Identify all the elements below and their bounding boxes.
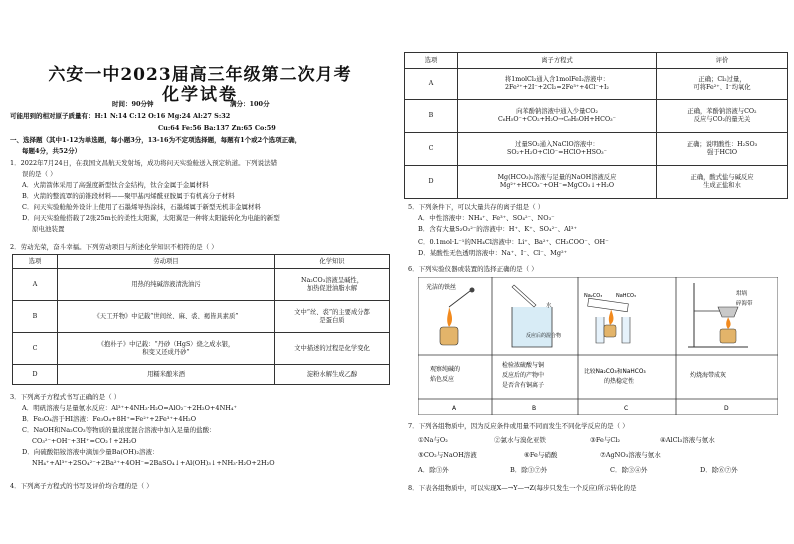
q4-row-d-option: D	[405, 166, 458, 199]
q6-c-label-1: Na₂CO₃	[584, 293, 603, 299]
q7-stem: 7．下列各组物质中，因为反应条件或用量不同而发生不同化学反应的是（ ）	[408, 422, 629, 430]
q1-option-d-2: 原电池装置	[32, 225, 65, 233]
q4-row-b-v2: 反应与CO₂的量无关	[693, 116, 751, 123]
q4-row-b-option: B	[405, 100, 458, 133]
exam-time: 时间：90分钟	[112, 100, 154, 108]
q7-item-5: ⑤CO₂与NaOH溶液	[418, 451, 477, 459]
section-instruction-2: 每题4分，共52分）	[22, 147, 82, 155]
q7-option-d: D．除⑥⑦外	[700, 466, 738, 474]
table-row	[13, 365, 390, 385]
table-row	[405, 69, 788, 100]
exam-title: 六安一中2023届高三年级第二次月考	[48, 65, 352, 85]
q2-row-c-item-2: 积变又还成丹砂”	[142, 348, 190, 356]
q5-option-b: B．含有大量S₂O₃²⁻的溶液中：H⁺、K⁺、SO₄²⁻、Al³⁺	[418, 225, 577, 233]
q2-row-d-item: 用糯米酿米酒	[58, 365, 275, 385]
q1-stem-2: 误的是（ ）	[22, 170, 57, 178]
q2-head-option: 选项	[13, 255, 58, 269]
q5-option-c: C．0.1mol·L⁻¹的NH₄Cl溶液中：Li⁺、Ba²⁺、CH₃COO⁻、OH⁻	[418, 238, 609, 246]
q7-option-c: C．除③④外	[610, 466, 648, 474]
q4-head-option: 选项	[405, 53, 458, 69]
table-row	[405, 133, 788, 166]
q6-caption-c-1: 比较Na₂CO₃和NaHCO₃	[584, 369, 646, 375]
alcohol-lamp-icon	[440, 288, 475, 346]
q2-row-a-option: A	[13, 269, 58, 301]
q7-item-4: ④AlCl₃溶液与氨水	[660, 436, 715, 444]
q3-option-c-2: CO₃²⁻+OH⁻+3H⁺=CO₂↑+2H₂O	[32, 437, 137, 445]
q4-row-d-e1: Mg(HCO₃)₂溶液与足量的NaOH溶液反应	[497, 174, 617, 181]
q2-row-b-option: B	[13, 301, 58, 333]
section-instruction-1: 一、选择题（其中1-12为单选题，每小题3分，13-16为不定项选择题，每题有1个或2个选项正确，	[10, 136, 302, 144]
table-row	[405, 166, 788, 199]
q4-row-a-option: A	[405, 69, 458, 100]
q3-stem: 3．下列离子方程式书写正确的是（ ）	[10, 393, 121, 401]
q5-stem: 5．下列条件下，可以大量共存的离子组是（ ）	[408, 203, 545, 211]
q2-row-d-k1: 淀粉水解生成乙醇	[275, 365, 390, 385]
q7-item-7: ⑦AgNO₃溶液与氨水	[600, 451, 661, 459]
q1-option-a: A．火箭箭体采用了高强度新型钛合金结构，钛合金属于金属材料	[22, 181, 209, 189]
q4-row-b-e2: C₆H₅O⁻+CO₂+H₂O→C₆H₅OH+HCO₃⁻	[498, 116, 616, 123]
q6-a-label: 光洁的铁丝	[426, 284, 457, 291]
q4-row-c-v1: 正确；说明酸性：H₂SO₃	[686, 141, 758, 148]
atomic-mass-line-2: Cu:64 Fe:56 Ba:137 Zn:65 Co:59	[158, 124, 276, 132]
q6-caption-a-2: 焰色反应	[430, 376, 455, 383]
q7-item-6: ⑥Fe与硝酸	[524, 451, 558, 459]
q4-row-a-e1: 将1molCl₂通入含1molFeI₂溶液中：	[504, 76, 610, 83]
q2-row-a-k2: 加热促进油脂水解	[306, 284, 358, 292]
q5-option-d: D．某酸性无色透明溶液中：Na⁺、I⁻、Cl⁻、Mg²⁺	[418, 249, 568, 257]
exam-subtitle: 化学试卷	[162, 85, 238, 105]
q2-table	[12, 254, 390, 385]
q6-caption-b-1: 检验浓硫酸与铜	[502, 362, 545, 369]
q3-option-c-1: C．NaOH和Na₂CO₃等物质的量浓度混合溶液中加入足量的盐酸：	[22, 426, 216, 434]
table-row	[13, 333, 390, 365]
q2-head-item: 劳动项目	[58, 255, 275, 269]
q6-caption-a-1: 观察纯碱的	[430, 366, 461, 373]
q2-row-b-k1: 文中“丝、裘”的主要成分都	[294, 308, 370, 316]
q3-option-a: A．明矾溶液与足量氨水反应：Al³⁺+4NH₃·H₂O=AlO₂⁻+2H₂O+4NH₄⁺	[22, 404, 237, 412]
q2-stem: 2．劳动光荣，奋斗幸福。下列劳动项目与所述化学知识不相符的是（ ）	[10, 243, 218, 251]
q6-d-label-1: 坩埚	[736, 291, 748, 297]
exam-score: 满分：100分	[230, 100, 270, 108]
q4-row-d-e2: Mg²⁺+HCO₃⁻+OH⁻=MgCO₃↓+H₂O	[499, 182, 615, 189]
q1-option-d-1: D．问天实验舱搭载了2张25m长的柔性太阳翼，太阳翼是一种将太阳能转化为电能的新型	[22, 214, 280, 222]
q4-row-a-v1: 正确；Cl₂过量，	[698, 76, 746, 83]
q1-stem-1: 1．2022年7月24日，在我国文昌航天发射场，成功将问天实验舱送入预定轨道。下列说法错	[10, 159, 278, 167]
q6-b-label-1: 水	[546, 303, 552, 309]
q3-option-d-1: D．向硫酸铝铵溶液中滴加少量Ba(OH)₂溶液：	[22, 448, 159, 456]
q6-c-label-2: NaHCO₃	[616, 293, 636, 299]
q7-option-b: B．除③⑦外	[510, 466, 548, 474]
q6-stem: 6．下列实验仪器或装置的选择正确的是（ ）	[408, 265, 538, 273]
q4-row-c-option: C	[405, 133, 458, 166]
q6-caption-b-3: 是否含有铜离子	[502, 382, 545, 389]
q7-item-3: ③Fe与Cl₂	[590, 436, 620, 444]
q4-row-c-v2: 强于HClO	[706, 149, 738, 156]
q2-row-a-k1: Na₂CO₃溶液呈碱性，	[300, 276, 364, 284]
q2-row-c-option: C	[13, 333, 58, 365]
q6-caption-d: 灼烧海带成灰	[690, 372, 727, 379]
q4-head-evaluation: 评价	[657, 53, 788, 69]
q2-row-c-k1: 文中描述的过程是化学变化	[275, 333, 390, 365]
table-row	[13, 269, 390, 301]
q2-row-b-k2: 是蛋白质	[319, 316, 345, 324]
q3-option-b: B．Fe₃O₄溶于HI溶液：Fe₃O₄+8H⁺=Fe²⁺+2Fe³⁺+4H₂O	[22, 415, 197, 423]
q2-head-knowledge: 化学知识	[275, 255, 390, 269]
q1-option-b: B．火箭的整流罩的前锥段材料——聚甲基丙烯酰亚胺属于有机高分子材料	[22, 192, 235, 200]
q6-apparatus-figure	[418, 277, 778, 415]
q8-stem: 8．下表各组物质中，可以实现X—→Y—→Z(每步只发生一个反应)所示转化的是	[408, 484, 637, 492]
q4-row-c-e1: 过量SO₂通入NaClO溶液中：	[515, 141, 599, 148]
q2-row-d-option: D	[13, 365, 58, 385]
q4-head-equation: 离子方程式	[458, 53, 657, 69]
q5-option-a: A．中性溶液中：NH₄⁺、Fe³⁺、SO₄²⁻、NO₃⁻	[418, 214, 555, 222]
atomic-mass-line-1: 可能用到的相对原子质量有：H:1 N:14 C:12 O:16 Mg:24 Al:27 S:32	[10, 112, 231, 120]
q6-caption-c-2: 的热稳定性	[604, 378, 635, 385]
q6-letter-b: B	[532, 405, 537, 412]
q4-row-a-e2: 2Fe²⁺+2I⁻+2Cl₂=2Fe³⁺+4Cl⁻+I₂	[505, 84, 609, 91]
q7-option-a: A．除③外	[418, 466, 449, 474]
q1-option-c: C．问天实验舱舱外设计上使用了石墨烯导热涂抹，石墨烯属于新型无机非金属材料	[22, 203, 261, 211]
q4-table	[404, 52, 788, 199]
q4-row-b-v1: 正确，苯酚钠溶液与CO₂	[687, 108, 757, 115]
q4-row-a-v2: 可将Fe²⁺、I⁻均氧化	[693, 84, 751, 91]
table-row	[405, 100, 788, 133]
q6-b-label-2: 反应后的混合物	[526, 333, 562, 339]
q2-row-a-item: 用热的纯碱溶液清洗油污	[58, 269, 275, 301]
q3-option-d-2: NH₄⁺+Al³⁺+2SO₄²⁻+2Ba²⁺+4OH⁻=2BaSO₄↓+Al(OH)₃↓+NH₃·H₂O+2H₂O	[32, 459, 275, 467]
q6-letter-c: C	[624, 405, 629, 412]
q7-item-1: ①Na与O₂	[418, 436, 448, 444]
q6-caption-b-2: 反应后的产物中	[502, 372, 545, 379]
q2-row-b-item: 《天工开物》中记载“世间丝、麻、裘、褐皆具素质”	[58, 301, 275, 333]
q7-item-2: ②氯水与溴化亚铁	[494, 436, 546, 444]
q2-row-c-item-1: 《抱朴子》中记载：“丹砂（HgS）烧之成水银，	[97, 340, 235, 348]
q4-stem: 4．下列离子方程式的书写及评价均合理的是（ ）	[10, 482, 153, 490]
q4-row-b-e1: 向苯酚钠溶液中通入少量CO₂	[516, 108, 598, 115]
q6-d-label-2: 碎海带	[736, 301, 753, 307]
table-row	[13, 301, 390, 333]
test-tubes-icon	[588, 298, 630, 343]
q4-row-d-v1: 正确，酸式盐与碱反应	[690, 174, 754, 181]
q6-letter-d: D	[724, 405, 729, 412]
q4-row-c-e2: SO₂+H₂O+ClO⁻=HClO+HSO₃⁻	[507, 149, 607, 156]
q6-letter-a: A	[452, 405, 457, 412]
q4-row-d-v2: 生成正盐和水	[703, 182, 741, 189]
